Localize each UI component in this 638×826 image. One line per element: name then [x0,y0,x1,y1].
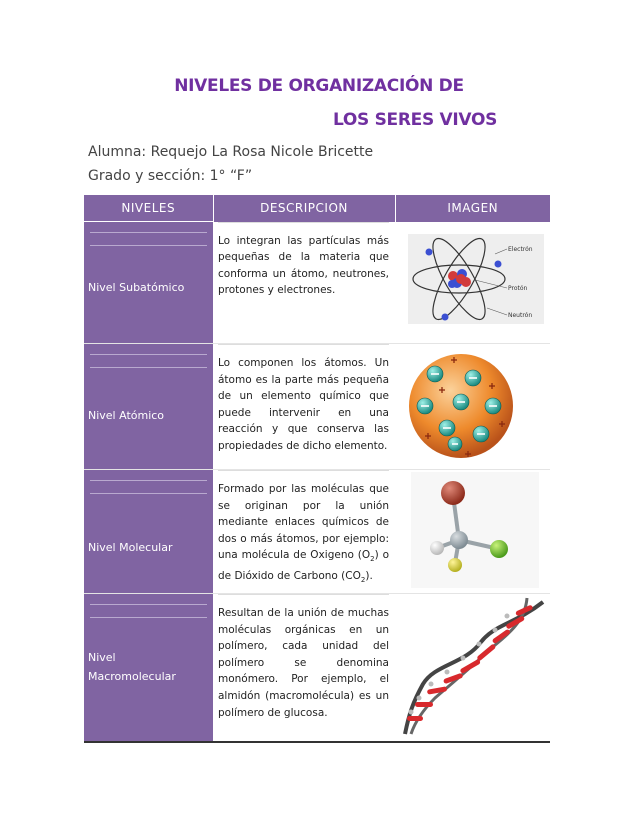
column-header-descripcion: DESCRIPCION [213,195,395,222]
image-cell [395,222,550,344]
student-name: Alumna: Requejo La Rosa Nicole Bricette [88,144,374,160]
image-cell [395,594,550,742]
grade-section: Grado y sección: 1° “F” [88,168,253,184]
table-row [84,344,550,470]
description-cell [213,222,395,344]
level-cell [84,344,213,470]
level-cell [84,470,213,594]
page-title-line2: LOS SERES VIVOS [332,110,498,130]
subatomic-atom-image [395,222,550,344]
description-cell [213,344,395,470]
description-cell [213,470,395,594]
atomic-model-image [395,344,550,470]
page-title-line1: NIVELES DE ORGANIZACIÓN DE [174,76,464,96]
level-label: Nivel Macromolecular [88,651,176,683]
level-label: Nivel Atómico [88,409,165,422]
neutron-label: Neutrón [508,311,533,319]
column-header-imagen: IMAGEN [395,195,550,222]
image-cell [395,344,550,470]
levels-table [84,195,550,743]
dna-helix-image [395,594,550,742]
description-text: Resultan de la unión de muchas moléculas orgánicas en un polímero, cada unidad del polímero se denomina monómero. Por ejemplo, el almidón (macromolécula) es un polímero de glucosa. [218,594,389,721]
level-label: Nivel Subatómico [88,281,185,294]
proton-label: Protón [508,284,528,292]
level-label: Nivel Molecular [88,541,173,554]
level-cell [84,222,213,344]
table-row [84,470,550,594]
table-row [84,222,550,344]
column-header-niveles: NIVELES [84,195,213,222]
description-text: Formado por las moléculas que se originan por la unión mediante enlaces químicos de dos o más átomos, por ejemplo: una molécula de Oxigeno $(O_2)$ o de Dióxido de Carbono $(CO_2)$. [218,470,389,589]
level-cell [84,594,213,742]
molecule-image [395,470,550,594]
table-row [84,594,550,742]
description-text: Lo componen los átomos. Un átomo es la parte más pequeña de un elemento químico que puede intervenir en una reacción y que conserva las propiedades de dicho elemento. [218,344,389,455]
description-text: Lo integran las partículas más pequeñas de la materia que conforma un átomo, neutrones, protones y electrones. [218,222,389,299]
image-cell [395,470,550,594]
description-cell [213,594,395,742]
electron-label: Electrón [508,245,533,253]
